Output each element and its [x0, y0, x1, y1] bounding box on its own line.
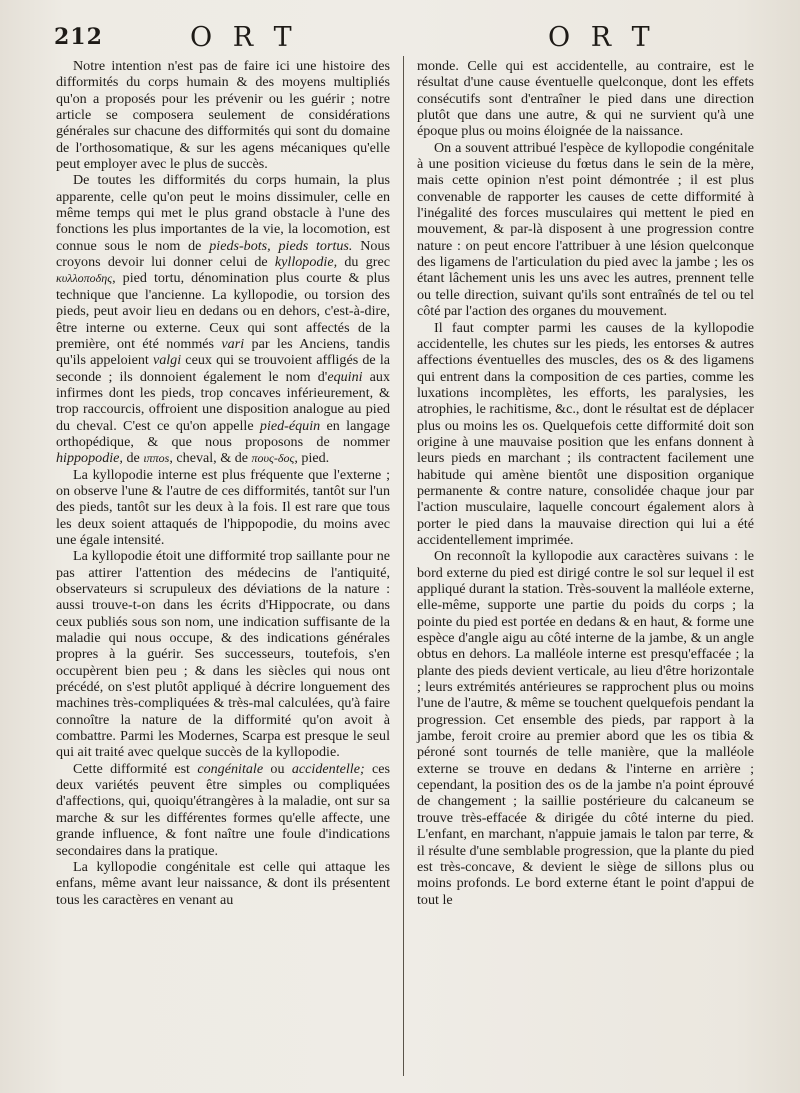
text-run: en langage orthopédique, & que nous proposons de nommer — [56, 417, 390, 450]
text-run: La kyllopodie congénitale est celle qui attaque les enfans, même avant leur naissance, & dont ils présentent tous les caractères en venant au — [56, 858, 390, 908]
text-run: monde. Celle qui est accidentelle, au contraire, est le résultat d'une cause éventuelle quelconque, dont les effets consécutifs sont d'entraîner le pied dans une direction plutôt que dans une autre, & qui ne survient qu'à une époque plus ou moins éloignée de la naissance. — [417, 58, 754, 140]
column-divider — [403, 56, 404, 1076]
running-head-right: O R T — [548, 22, 656, 53]
text-run: Cette difformité est — [73, 760, 198, 777]
paragraph — [417, 58, 754, 140]
page-number: 212 — [54, 24, 103, 50]
italic-term: hippopodie, — [56, 450, 123, 467]
text-run: ou — [263, 760, 292, 777]
italic-term: pied-équin — [259, 417, 321, 434]
italic-term: valgi — [152, 352, 182, 369]
paragraph — [56, 467, 390, 549]
right-column — [417, 58, 754, 908]
text-run: On reconnoît la kyllopodie aux caractères suivans : le bord externe du pied est dirigé contre le sol sur lequel il est appliqué durant la station. Très-souvent la malléole externe, elle-même, supporte une partie du poids du corps ; la pointe du pied est portée en dedans & en haut, & forme une espèce d'angle aigu au côté interne de la jambe, & un angle obtus en dehors. La malléole interne est presqu'effacée ; la plante des pieds devient verticale, au lieu d'être horizontale ; leurs extrémités antérieures se rapprochent plus ou moins l'une de l'autre, & même se touchent quelquefois pendant la progression. Cet ensemble des pieds, par rapport à la jambe, feroit croire au premier abord que les os tibia & péroné sont tournés de telle manière, que la malléole externe se trouve en dedans & l'interne en arrière ; cependant, la position des os de la jambe n'a point éprouvé de changement ; la saillie postérieure du calcaneum se trouve très-effacée & dirigée du côté interne du pied. L'enfant, en marchant, n'appuie jamais le talon par terre, & il résulte d'une semblable progression, que la plante du pied est très-concave, & devient le siège de sillons plus ou moins profonds. Le bord externe étant le point d'appui de tout le — [417, 548, 754, 908]
paragraph — [56, 172, 390, 466]
paragraph — [417, 140, 754, 320]
paragraph — [417, 320, 754, 549]
greek-word: κυλλοποδης — [56, 271, 113, 286]
text-run: ceux qui se trouvoient affligés de la seconde ; ils donnoient également le nom d' — [56, 352, 390, 385]
text-run: , cheval, & de — [169, 450, 252, 467]
italic-term: kyllopodie, — [274, 254, 338, 271]
text-run: Nous croyons devoir lui donner celui de — [56, 237, 390, 271]
text-run: aux infirmes dont les pieds, trop concaves inférieurement, & trop raccourcis, offroient une disposition analogue au pied du cheval. C'est ce qu'on appelle — [56, 368, 390, 434]
italic-term: congénitale — [197, 760, 264, 777]
running-head-left: O R T — [190, 22, 298, 53]
paragraph — [56, 859, 390, 908]
greek-word: πους-δος — [251, 451, 295, 466]
text-run: Il faut compter parmi les causes de la kyllopodie accidentelle, les chutes sur les pieds, les entorses & autres affections éventuelles des muscles, des os & des ligamens qui entrent dans la composition de ces parties, comme les luxations incomplètes, les efforts, les paralysies, les atrophies, le rachitisme, &c., dont le résultat est de déplacer plus ou moins les os. Quelquefois cette difformité doit son origine à une mauvaise position que les enfans donnent à leurs pieds en marchant ; ils contractent facilement une habitude qui amène bientôt une disposition organique permanente & contre nature, consolidée chaque jour par l'action musculaire, laquelle concourt également alors à porter le pied dans la mauvaise direction qui lui a été accidentellement imprimée. — [417, 319, 754, 548]
text-run: On a souvent attribué l'espèce de kyllopodie congénitale à une position vicieuse du fœtus dans le sein de la mère, mais cette opinion n'est point démontrée ; il est plus convenable de rapporter les causes de cette difformité à l'inégalité des forces musculaires qui mettent le pied en mouvement, & par-là disposent à une progression contre nature : on peut encore l'attribuer à une lésion quelconque des ligamens de l'articulation du pied avec la jambe ; les os étant lâchement unis les uns avec les autres, prennent telle ou telle direction, suivant qu'ils sont entraînés de tel ou tel côté par l'action des organes du mouvement. — [417, 139, 754, 320]
paragraph — [56, 548, 390, 760]
italic-term: equini — [327, 368, 363, 385]
text-run: Notre intention n'est pas de faire ici une histoire des difformités du corps humain & des moyens multipliés qu'on a proposés pour les prévenir ou les guérir ; notre article se composera seulement de considérations générales sur chacune des difformités qui sont du domaine de l'orthosomatique, & sur les agens mécaniques qu'elle peut employer avec le plus de succès. — [56, 58, 390, 173]
paragraph — [56, 58, 390, 172]
italic-term: accidentelle; — [291, 760, 365, 777]
text-run: par les Anciens, tandis qu'ils appeloient — [56, 335, 390, 369]
text-run: ces deux variétés peuvent être simples ou compliquées d'affections, qui, quoiqu'étrangères à la maladie, ont sur sa marche & sur les différentes formes qu'elle affecte, une grande influence, & font naître une foule d'indications secondaires dans la pratique. — [56, 760, 390, 859]
text-run: de — [122, 450, 144, 467]
text-run: La kyllopodie étoit une difformité trop saillante pour ne pas attirer l'attention des médecins de l'antiquité, observateurs si scrupuleux des déviations de la nature : aussi trouve-t-on dans les écrits d'Hippocrate, ou dans ceux publiés sous son nom, une indication suffisante de la maladie qui nous occupe, & des indications générales propres à la guérir. Ses successeurs, toutefois, s'en occupèrent bien peu ; & dans les siècles qui nous ont précédé, on s'est plutôt appliqué à décrire longuement des machines très-compliquées & très-mal calculées, qu'à faire connoître la nature de la difformité qu'on avoit à combattre. Parmi les Modernes, Scarpa est presque le seul qui ait traité avec quelque succès de la kyllopodie. — [56, 548, 390, 761]
left-column — [56, 58, 390, 908]
italic-term: vari — [221, 335, 245, 352]
text-run: , pied tortu, dénomination plus courte & plus technique que l'ancienne. La kyllopodie, ou torsion des pieds, peut avoir lieu en dedans ou en dehors, c'est-à-dire, être interne ou externe. Ceux qui sont affectés de la première, ont été nommés — [56, 270, 390, 352]
text-run: , pied. — [294, 450, 330, 467]
greek-word: ιπποs — [143, 451, 170, 466]
paragraph — [417, 548, 754, 908]
text-run: De toutes les difformités du corps humain, la plus apparente, celle qu'on peut le moins dissimuler, celle en même temps qui met le plus grand obstacle à l'une des fonctions les plus importantes de la vie, la locomotion, est connue sous le nom de — [56, 172, 390, 254]
italic-term: pieds-bots, pieds tortus. — [209, 237, 353, 254]
paragraph — [56, 761, 390, 859]
text-run: La kyllopodie interne est plus fréquente que l'externe ; on observe l'une & l'autre de ces difformités, tantôt sur l'un des pieds, tantôt sur les deux à la fois. Il est rare que tous les deux soient attaqués de l'hippopodie, du moins avec une égale intensité. — [56, 466, 390, 548]
text-run: du grec — [337, 254, 390, 271]
page-header — [0, 22, 800, 52]
